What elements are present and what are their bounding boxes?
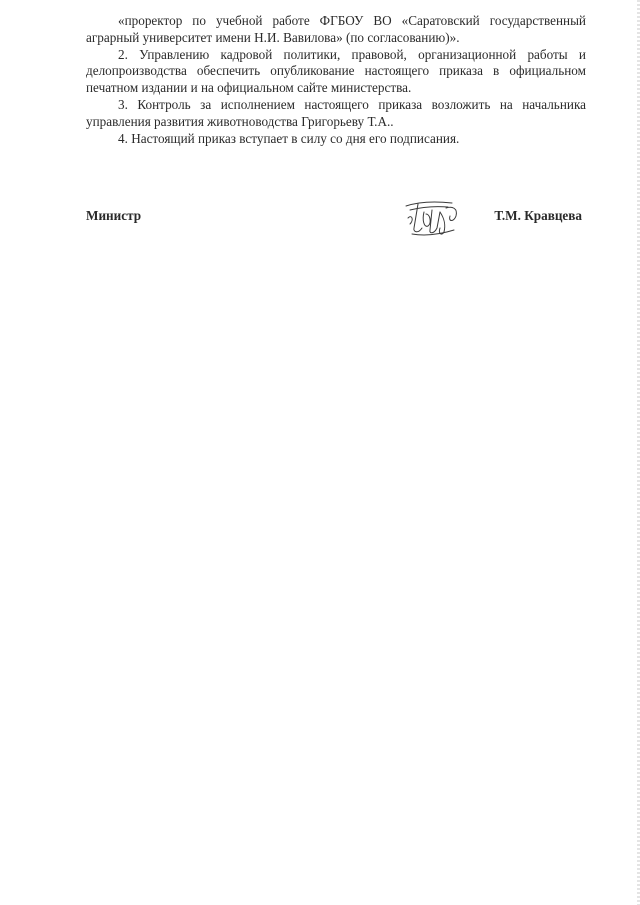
- paragraph-control-assignment: 3. Контроль за исполнением настоящего приказа возложить на начальника управления развития животноводства Григорьеву Т.А..: [86, 96, 586, 129]
- signature-block: [86, 198, 586, 238]
- signatory-position: Министр: [86, 208, 142, 223]
- paragraph-effective-date: 4. Настоящий приказ вступает в силу со дня его подписания.: [118, 130, 460, 146]
- handwritten-signature: [404, 198, 474, 238]
- signatory-name: Т.М. Кравцева: [494, 208, 582, 223]
- paragraph-publication-order: 2. Управлению кадровой политики, правовой, организационной работы и делопроизводства обеспечить опубликование настоящего приказа в официальном печатном издании и на официальном сайте министерства.: [86, 46, 586, 96]
- paragraph-vice-rector-clause: «проректор по учебной работе ФГБОУ ВО «Саратовский государственный аграрный университет имени Н.И. Вавилова» (по согласованию)».: [86, 13, 586, 45]
- order-text-block: [86, 13, 586, 147]
